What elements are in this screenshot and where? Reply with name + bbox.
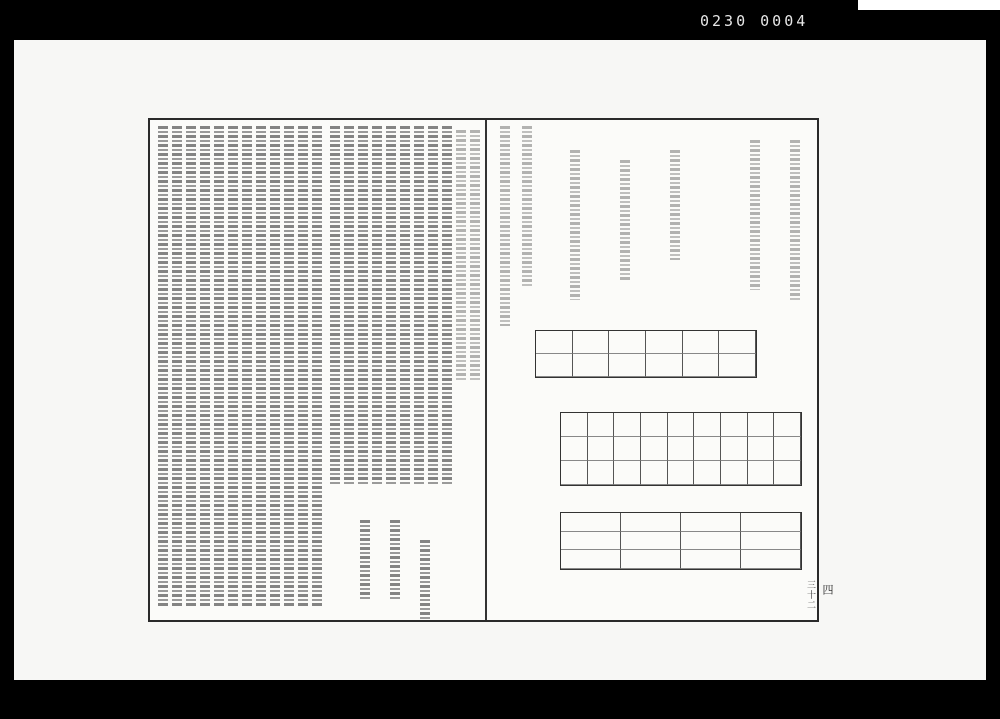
running-head-anchor bbox=[805, 580, 815, 621]
film-border-top bbox=[0, 0, 1000, 40]
frame-number: 0230 0004 bbox=[700, 12, 809, 30]
center-divider bbox=[485, 120, 487, 620]
running-head: 三十二 bbox=[805, 580, 815, 610]
form-table-1 bbox=[535, 330, 757, 378]
film-edge-tab bbox=[858, 0, 1000, 10]
document-page bbox=[148, 118, 834, 622]
form-table-3 bbox=[560, 512, 802, 570]
form-table-2 bbox=[560, 412, 802, 486]
page-mark: 四 bbox=[821, 584, 834, 595]
